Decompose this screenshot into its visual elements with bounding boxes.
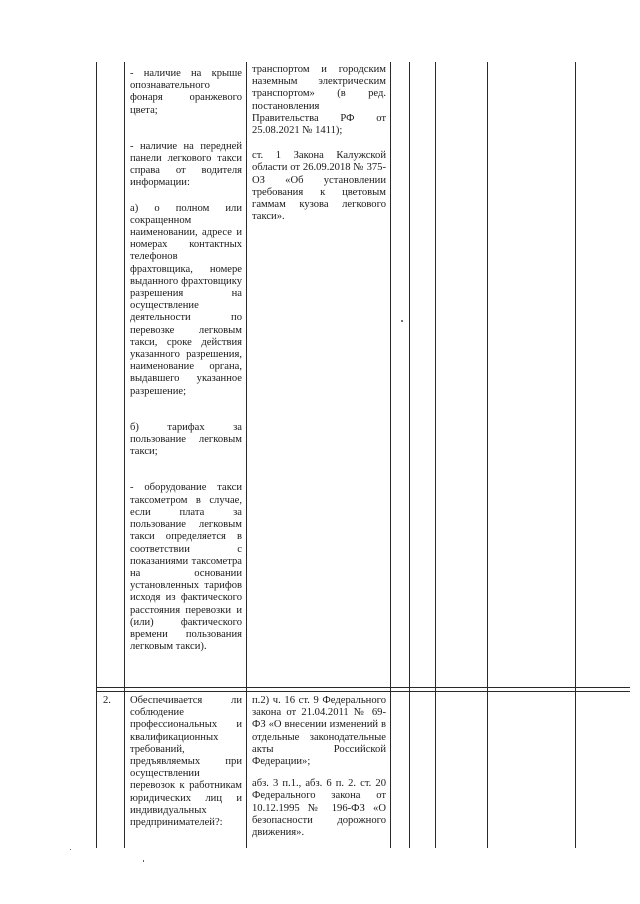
table-border xyxy=(246,62,247,848)
requirement-tariffs: б) тарифах за пользование легковым такси; xyxy=(130,421,242,458)
table-border xyxy=(487,62,488,848)
requirement-roof-lamp: - наличие на крыше опознавательного фонаря оранжевого цвета; xyxy=(130,68,242,116)
legal-reference-federal-law-196: абз. 3 п.1., абз. 6 п. 2. ст. 20 Федерального закона от 10.12.1995 № 196-ФЗ «О безопасности дорожного движения». xyxy=(252,778,386,839)
table-border xyxy=(96,691,630,692)
question-professional-requirements: Обеспечивается ли соблюдение профессиональных и квалификационных требований, предъявляемых при осуществлении перевозок к работникам юридических лиц и индивидуальных предпринимателей?: xyxy=(130,695,242,829)
row2-legal-basis-cell xyxy=(252,695,386,839)
requirement-carrier-details: а) о полном или сокращенном наименовании, адресе и номерах контактных телефонов фрахтовщика, номере выданного фрахтовщику разрешения на осуществление деятельности по перевозке легковым такси, сроке действия указанного разрешения, наименование органа, выдавшего указанное разрешение; xyxy=(130,202,242,397)
legal-reference-federal-law-69: п.2) ч. 16 ст. 9 Федерального закона от 21.04.2011 № 69-ФЗ «О внесении изменений в отдельные законодательные акты Российской Федерации»; xyxy=(252,695,386,768)
row2-number: 2. xyxy=(103,695,111,706)
row1-legal-basis-cell xyxy=(252,64,386,223)
table-border xyxy=(96,687,630,688)
table-border xyxy=(409,62,410,848)
scan-speck xyxy=(401,320,403,322)
table-border xyxy=(435,62,436,848)
requirement-taximeter: - оборудование такси таксометром в случае, если плата за пользование легковым такси определяется в соответствии с показаниями таксометра на основании установленных тарифов исходя из фактического расстояния перевозки и (или) фактического времени пользования легковым такси). xyxy=(130,482,242,653)
table-border xyxy=(575,62,576,848)
scan-speck xyxy=(143,860,144,862)
table-border xyxy=(124,62,125,848)
table-border xyxy=(96,62,97,848)
row1-requirements-cell xyxy=(130,68,242,653)
legal-reference-kaluga-law: ст. 1 Закона Калужской области от 26.09.2018 № 375-ОЗ «Об установлении требования к цветовым гаммам кузова легкового такси». xyxy=(252,150,386,223)
scan-speck xyxy=(70,849,71,850)
row2-question-cell xyxy=(130,695,242,829)
table-border xyxy=(390,62,391,848)
legal-reference-government-decree: транспортом и городским наземным электрическим транспортом» (в ред. постановления Правительства РФ от 25.08.2021 № 1411); xyxy=(252,64,386,137)
requirement-front-panel-info: - наличие на передней панели легкового такси справа от водителя информации: xyxy=(130,140,242,189)
